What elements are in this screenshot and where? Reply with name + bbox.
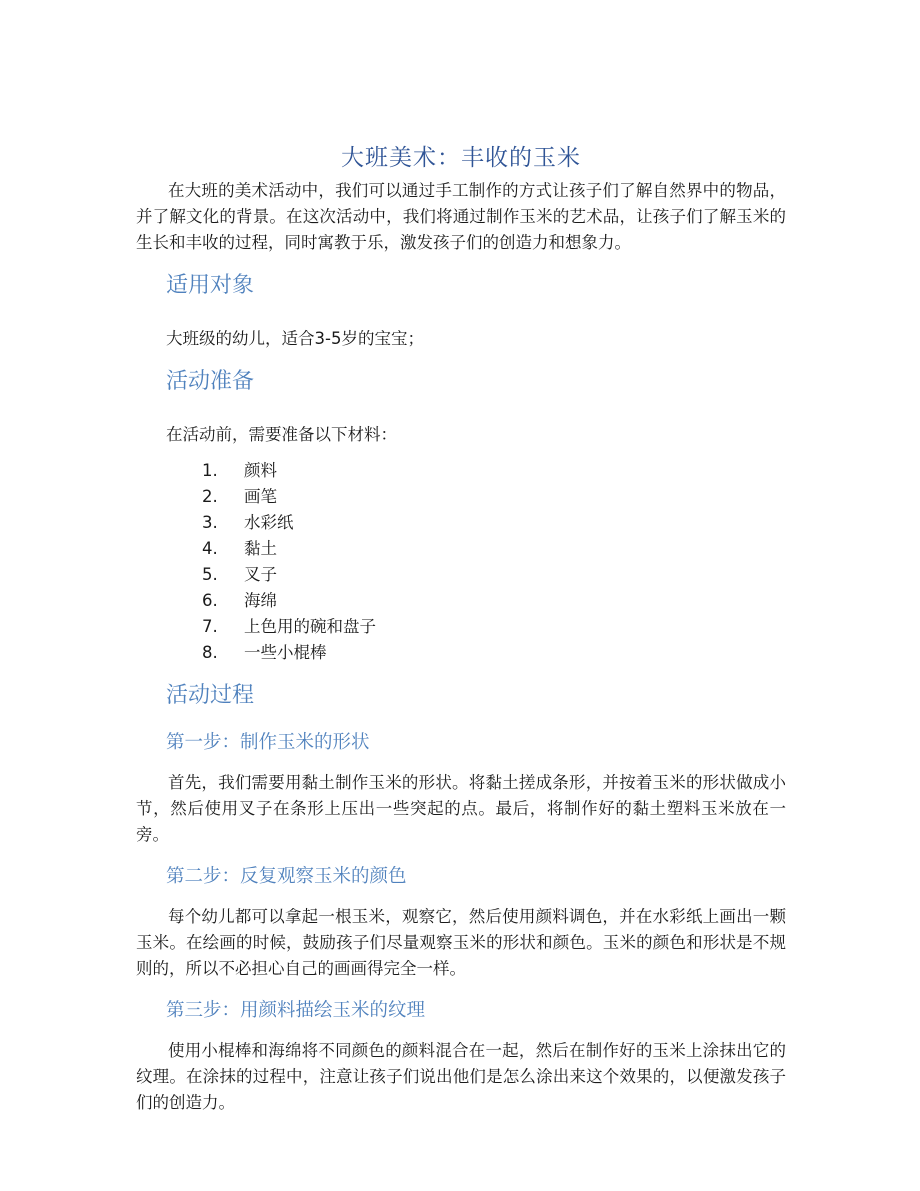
list-item-text: 黏土 [244, 539, 277, 558]
list-item [136, 510, 786, 536]
list-item [136, 458, 786, 484]
list-item [136, 562, 786, 588]
list-item [136, 640, 786, 666]
audience-text: 大班级的幼儿，适合3-5岁的宝宝； [166, 329, 424, 348]
step-2-paragraph: 每个幼儿都可以拿起一根玉米，观察它，然后使用颜料调色，并在水彩纸上画出一颗玉米。在绘画的时候，鼓励孩子们尽量观察玉米的形状和颜色。玉米的颜色和形状是不规则的，所以不必担心自己的画画得完全一样。 [136, 907, 786, 978]
list-item [136, 536, 786, 562]
preparation-text: 在活动前，需要准备以下材料： [166, 425, 397, 444]
list-item-text: 海绵 [244, 591, 277, 610]
step-1-paragraph: 首先，我们需要用黏土制作玉米的形状。将黏土搓成条形，并按着玉米的形状做成小节，然后使用叉子在条形上压出一些突起的点。最后，将制作好的黏土塑料玉米放在一旁。 [136, 773, 786, 844]
heading-process: 活动过程 [166, 683, 255, 708]
list-item-number: 2. [202, 487, 218, 506]
list-item-number: 7. [202, 617, 218, 636]
list-item-number: 1. [202, 461, 218, 480]
document-title: 大班美术：丰收的玉米 [341, 145, 581, 171]
heading-audience: 适用对象 [166, 273, 255, 298]
materials-list [136, 458, 786, 666]
list-item [136, 614, 786, 640]
list-item [136, 484, 786, 510]
list-item-number: 3. [202, 513, 218, 532]
list-item-number: 5. [202, 565, 218, 584]
heading-step-2: 第二步：反复观察玉米的颜色 [166, 866, 407, 887]
list-item-text: 叉子 [244, 565, 277, 584]
step-3-paragraph: 使用小棍棒和海绵将不同颜色的颜料混合在一起，然后在制作好的玉米上涂抹出它的纹理。在涂抹的过程中，注意让孩子们说出他们是怎么涂出来这个效果的，以便激发孩子们的创造力。 [136, 1041, 786, 1112]
list-item-text: 画笔 [244, 487, 277, 506]
heading-step-3: 第三步：用颜料描绘玉米的纹理 [166, 1000, 426, 1021]
intro-paragraph: 在大班的美术活动中，我们可以通过手工制作的方式让孩子们了解自然界中的物品，并了解文化的背景。在这次活动中，我们将通过制作玉米的艺术品，让孩子们了解玉米的生长和丰收的过程，同时寓教于乐，激发孩子们的创造力和想象力。 [136, 181, 786, 252]
heading-step-1: 第一步：制作玉米的形状 [166, 732, 370, 753]
list-item-text: 颜料 [244, 461, 277, 480]
list-item-text: 水彩纸 [244, 513, 294, 532]
list-item-number: 6. [202, 591, 218, 610]
list-item-number: 8. [202, 643, 218, 662]
list-item-number: 4. [202, 539, 218, 558]
list-item-text: 一些小棍棒 [244, 643, 327, 662]
heading-preparation: 活动准备 [166, 369, 255, 394]
list-item-text: 上色用的碗和盘子 [244, 617, 376, 636]
document-page [136, 138, 786, 1116]
list-item [136, 588, 786, 614]
